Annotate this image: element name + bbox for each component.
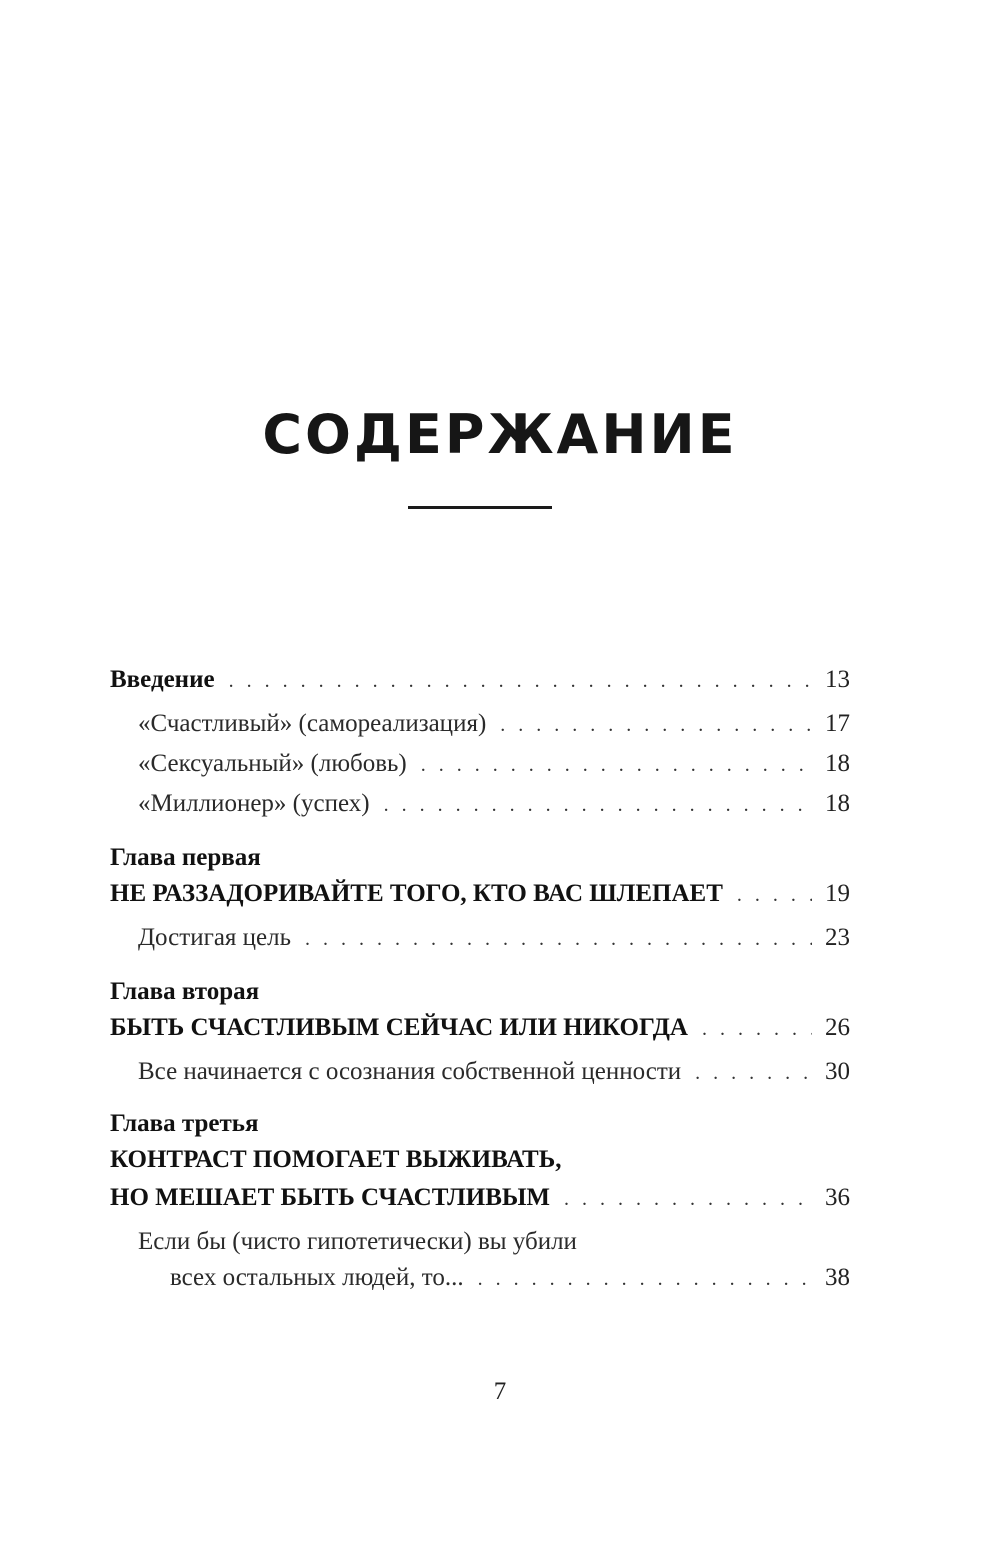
chapter-label: Глава первая (110, 844, 261, 871)
toc-entry-label: «Миллионер» (успех) (138, 790, 370, 817)
chapter-title: КОНТРАСТ ПОМОГАЕТ ВЫЖИВАТЬ, (110, 1146, 562, 1173)
toc-entry-label: Достигая цель (138, 924, 292, 951)
toc-entry-page: 13 (825, 666, 850, 693)
page-title: СОДЕРЖАНИЕ (262, 403, 738, 466)
toc-entry-label: Введение (110, 666, 215, 693)
toc-entry-page: 36 (825, 1184, 850, 1211)
toc-subentry (138, 746, 850, 783)
toc-entry-page: 23 (825, 924, 850, 951)
toc-entry-label: всех остальных людей, то... (170, 1264, 464, 1291)
toc-subentry (138, 920, 850, 957)
toc-entry-label: «Счастливый» (самореализация) (138, 710, 487, 737)
toc-entry-chapter-1 (110, 876, 850, 913)
toc-entry-page: 19 (825, 880, 850, 907)
page-number: 7 (493, 1378, 507, 1405)
toc-entry-intro (110, 662, 850, 699)
dot-leader (695, 1055, 812, 1091)
chapter-title: НЕ РАЗЗАДОРИВАЙТЕ ТОГО, КТО ВАС ШЛЕПАЕТ (110, 880, 723, 907)
dot-leader (564, 1181, 812, 1217)
toc-entry-page: 18 (825, 750, 850, 777)
dot-leader (478, 1261, 812, 1297)
toc-entry-page: 18 (825, 790, 850, 817)
chapter-label: Глава третья (110, 1110, 259, 1137)
chapter-label: Глава вторая (110, 978, 260, 1005)
toc-entry-page: 38 (825, 1264, 850, 1291)
chapter-title: НО МЕШАЕТ БЫТЬ СЧАСТЛИВЫМ (110, 1184, 551, 1211)
toc-entry-chapter-2 (110, 1010, 850, 1047)
toc-subentry (138, 786, 850, 823)
toc-entry-chapter-3 (110, 1180, 850, 1217)
toc-subentry-label: Если бы (чисто гипотетически) вы убили (138, 1228, 577, 1255)
toc-subentry (138, 706, 850, 743)
dot-leader (384, 787, 812, 823)
dot-leader (500, 707, 812, 743)
dot-leader (421, 747, 812, 783)
toc-entry-label: Все начинается с осознания собственной ценности (138, 1058, 682, 1085)
dot-leader (229, 663, 812, 699)
dot-leader (305, 921, 812, 957)
toc-entry-page: 17 (825, 710, 850, 737)
title-divider (408, 506, 552, 509)
chapter-title: БЫТЬ СЧАСТЛИВЫМ СЕЙЧАС ИЛИ НИКОГДА (110, 1014, 688, 1041)
toc-entry-page: 26 (825, 1014, 850, 1041)
dot-leader (702, 1011, 812, 1047)
dot-leader (737, 877, 812, 913)
toc-entry-page: 30 (825, 1058, 850, 1085)
toc-entry-label: «Сексуальный» (любовь) (138, 750, 407, 777)
toc-subentry (170, 1260, 850, 1297)
toc-subentry (138, 1054, 850, 1091)
